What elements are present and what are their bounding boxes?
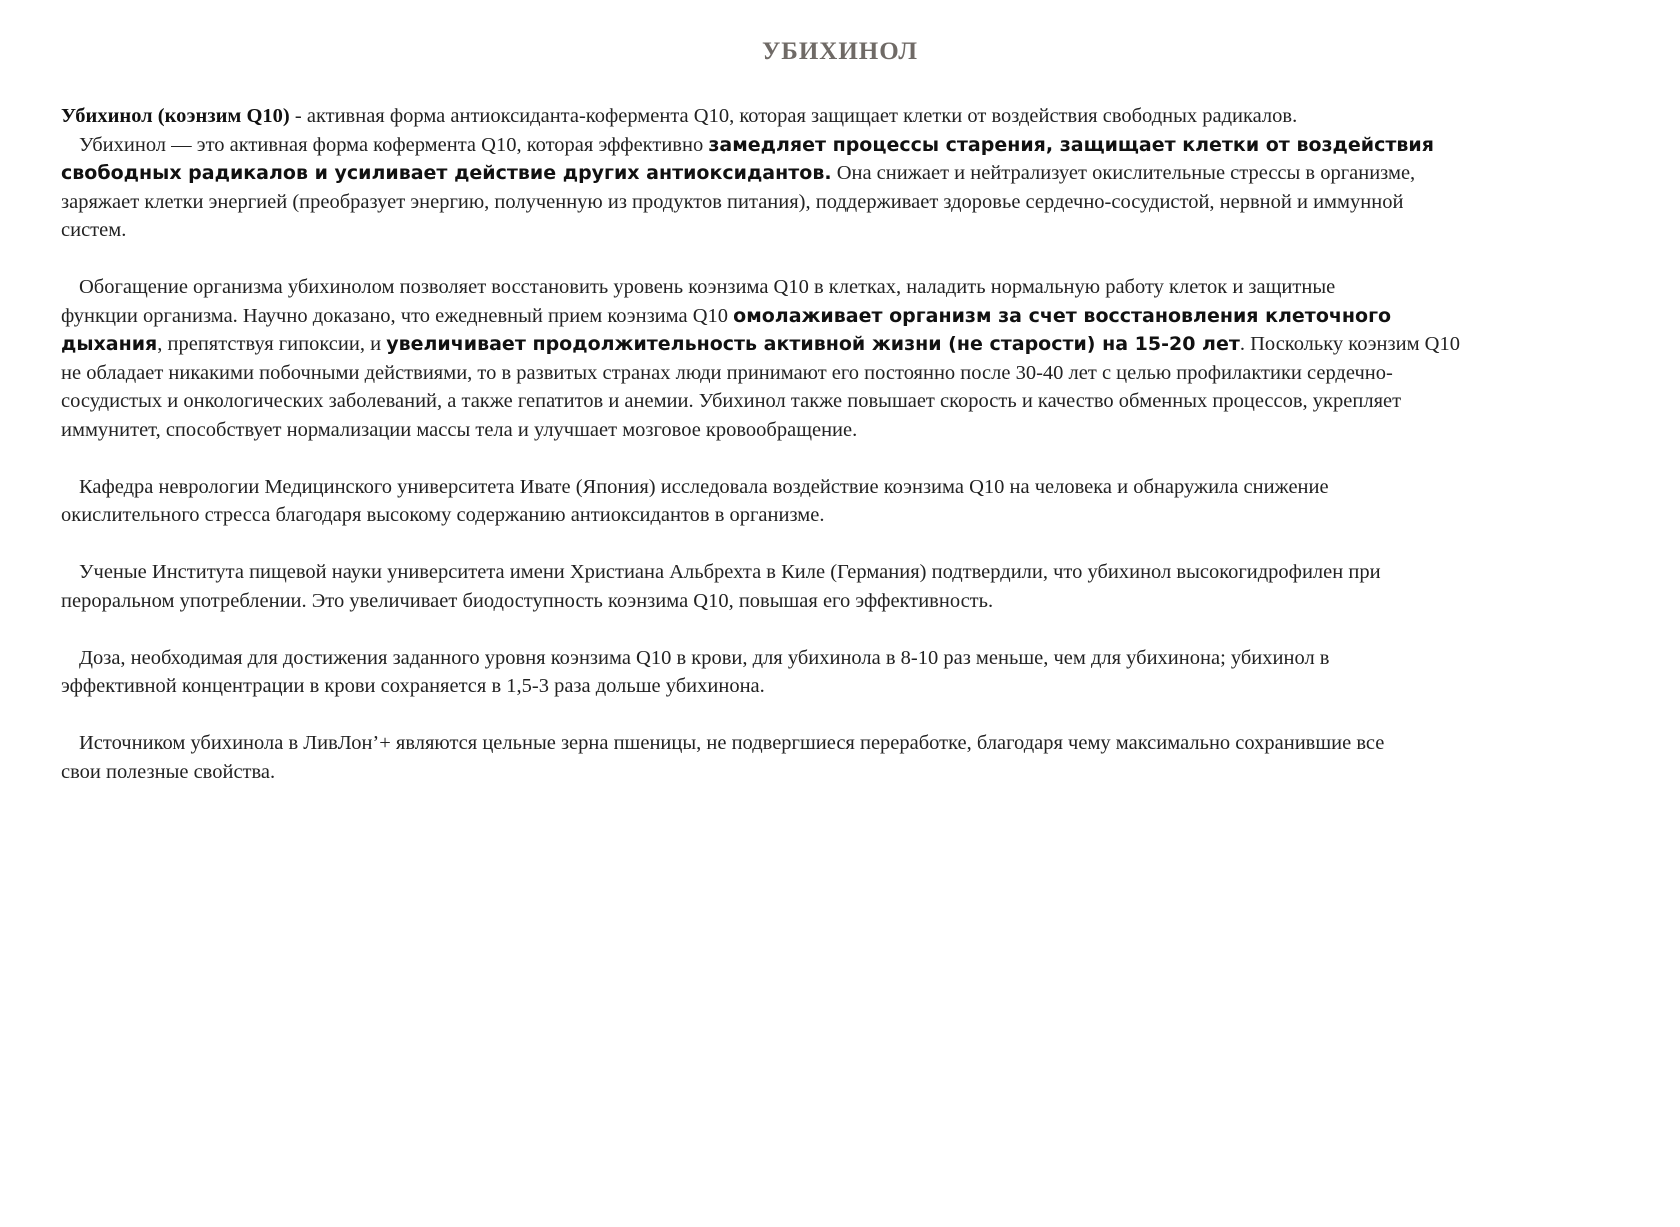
text-line: свои полезные свойства. (61, 760, 276, 783)
text-line: сосудистых и онкологических заболеваний, а также гепатитов и анемии. Убихинол также повышает скорость и качество обменных процессов, укрепляет (61, 390, 1402, 412)
text-line: Ученые Института пищевой науки университета имени Христиана Альбрехта в Киле (Германия) подтвердили, что убихинол высокогидрофилен при (79, 561, 1381, 583)
paragraph-iwate-study (61, 473, 1631, 530)
text-line: эффективной концентрации в крови сохраняется в 1,5-3 раза дольше убихинона. (61, 675, 765, 697)
bold-emphasis: дыхания (61, 333, 158, 355)
text-line (61, 131, 1631, 160)
bold-term: Убихинол (коэнзим Q10) (61, 105, 290, 127)
bold-emphasis: замедляет процессы старения, защищает клетки от воздействия (708, 133, 1434, 156)
text-span: - активная форма антиоксиданта-кофермента Q10, которая защищает клетки от воздействия свободных радикалов. (289, 105, 1298, 127)
text-line (61, 159, 1631, 188)
text-line: Кафедра неврологии Медицинского университета Ивате (Япония) исследовала воздействие коэнзима Q10 на человека и обнаружила снижение (79, 475, 1329, 498)
text-line: не обладает никакими побочными действиями, то в развитых странах люди принимают его постоянно после 30-40 лет с целью профилактики сердечно- (61, 361, 1393, 384)
document-body (61, 102, 1631, 815)
bold-emphasis: увеличивает продолжительность активной жизни (не старости) на 15-20 лет (386, 333, 1240, 355)
text-line: пероральном употреблении. Это увеличивает биодоступность коэнзима Q10, повышая его эффективность. (61, 589, 994, 612)
text-line: Доза, необходимая для достижения заданного уровня коэнзима Q10 в крови, для убихинола в 8-10 раз меньше, чем для убихинона; убихинол в (79, 646, 1330, 669)
paragraph-source (61, 729, 1631, 786)
text-line: иммунитет, способствует нормализации массы тела и улучшает мозговое кровообращение. (61, 418, 858, 441)
page-title: УБИХИНОЛ (761, 38, 919, 65)
paragraph-dosage (61, 644, 1631, 701)
text-span: Убихинол — это активная форма кофермента Q10, которая эффективно (79, 133, 709, 156)
paragraph-kiel-study (61, 558, 1631, 615)
bold-emphasis: омолаживает организм за счет восстановления клеточного (733, 304, 1392, 327)
text-line (61, 302, 1631, 331)
text-line: систем. (61, 219, 127, 241)
text-line: окислительного стресса благодаря высокому содержанию антиоксидантов в организме. (61, 504, 825, 526)
paragraph-benefits (61, 273, 1631, 444)
text-line (61, 102, 1631, 131)
text-span: функции организма. Научно доказано, что ежедневный прием коэнзима Q10 (61, 304, 734, 327)
text-span: . Поскольку коэнзим Q10 (1239, 333, 1460, 355)
paragraph-intro (61, 102, 1631, 245)
bold-emphasis: свободных радикалов и усиливает действие других антиоксидантов. (61, 162, 832, 184)
text-line: Источником убихинола в ЛивЛон’+ являются цельные зерна пшеницы, не подвергшиеся переработке, благодаря чему максимально сохранившие все (79, 732, 1385, 754)
text-line (61, 330, 1631, 359)
text-span: , препятствуя гипоксии, и (157, 333, 387, 355)
text-line: заряжает клетки энергией (преобразует энергию, полученную из продуктов питания), поддерживает здоровье сердечно-сосудистой, нервной и иммунной (61, 190, 1404, 213)
text-line: Обогащение организма убихинолом позволяет восстановить уровень коэнзима Q10 в клетках, наладить нормальную работу клеток и защитные (79, 276, 1336, 298)
text-span: Она снижает и нейтрализует окислительные стрессы в организме, (831, 162, 1416, 184)
